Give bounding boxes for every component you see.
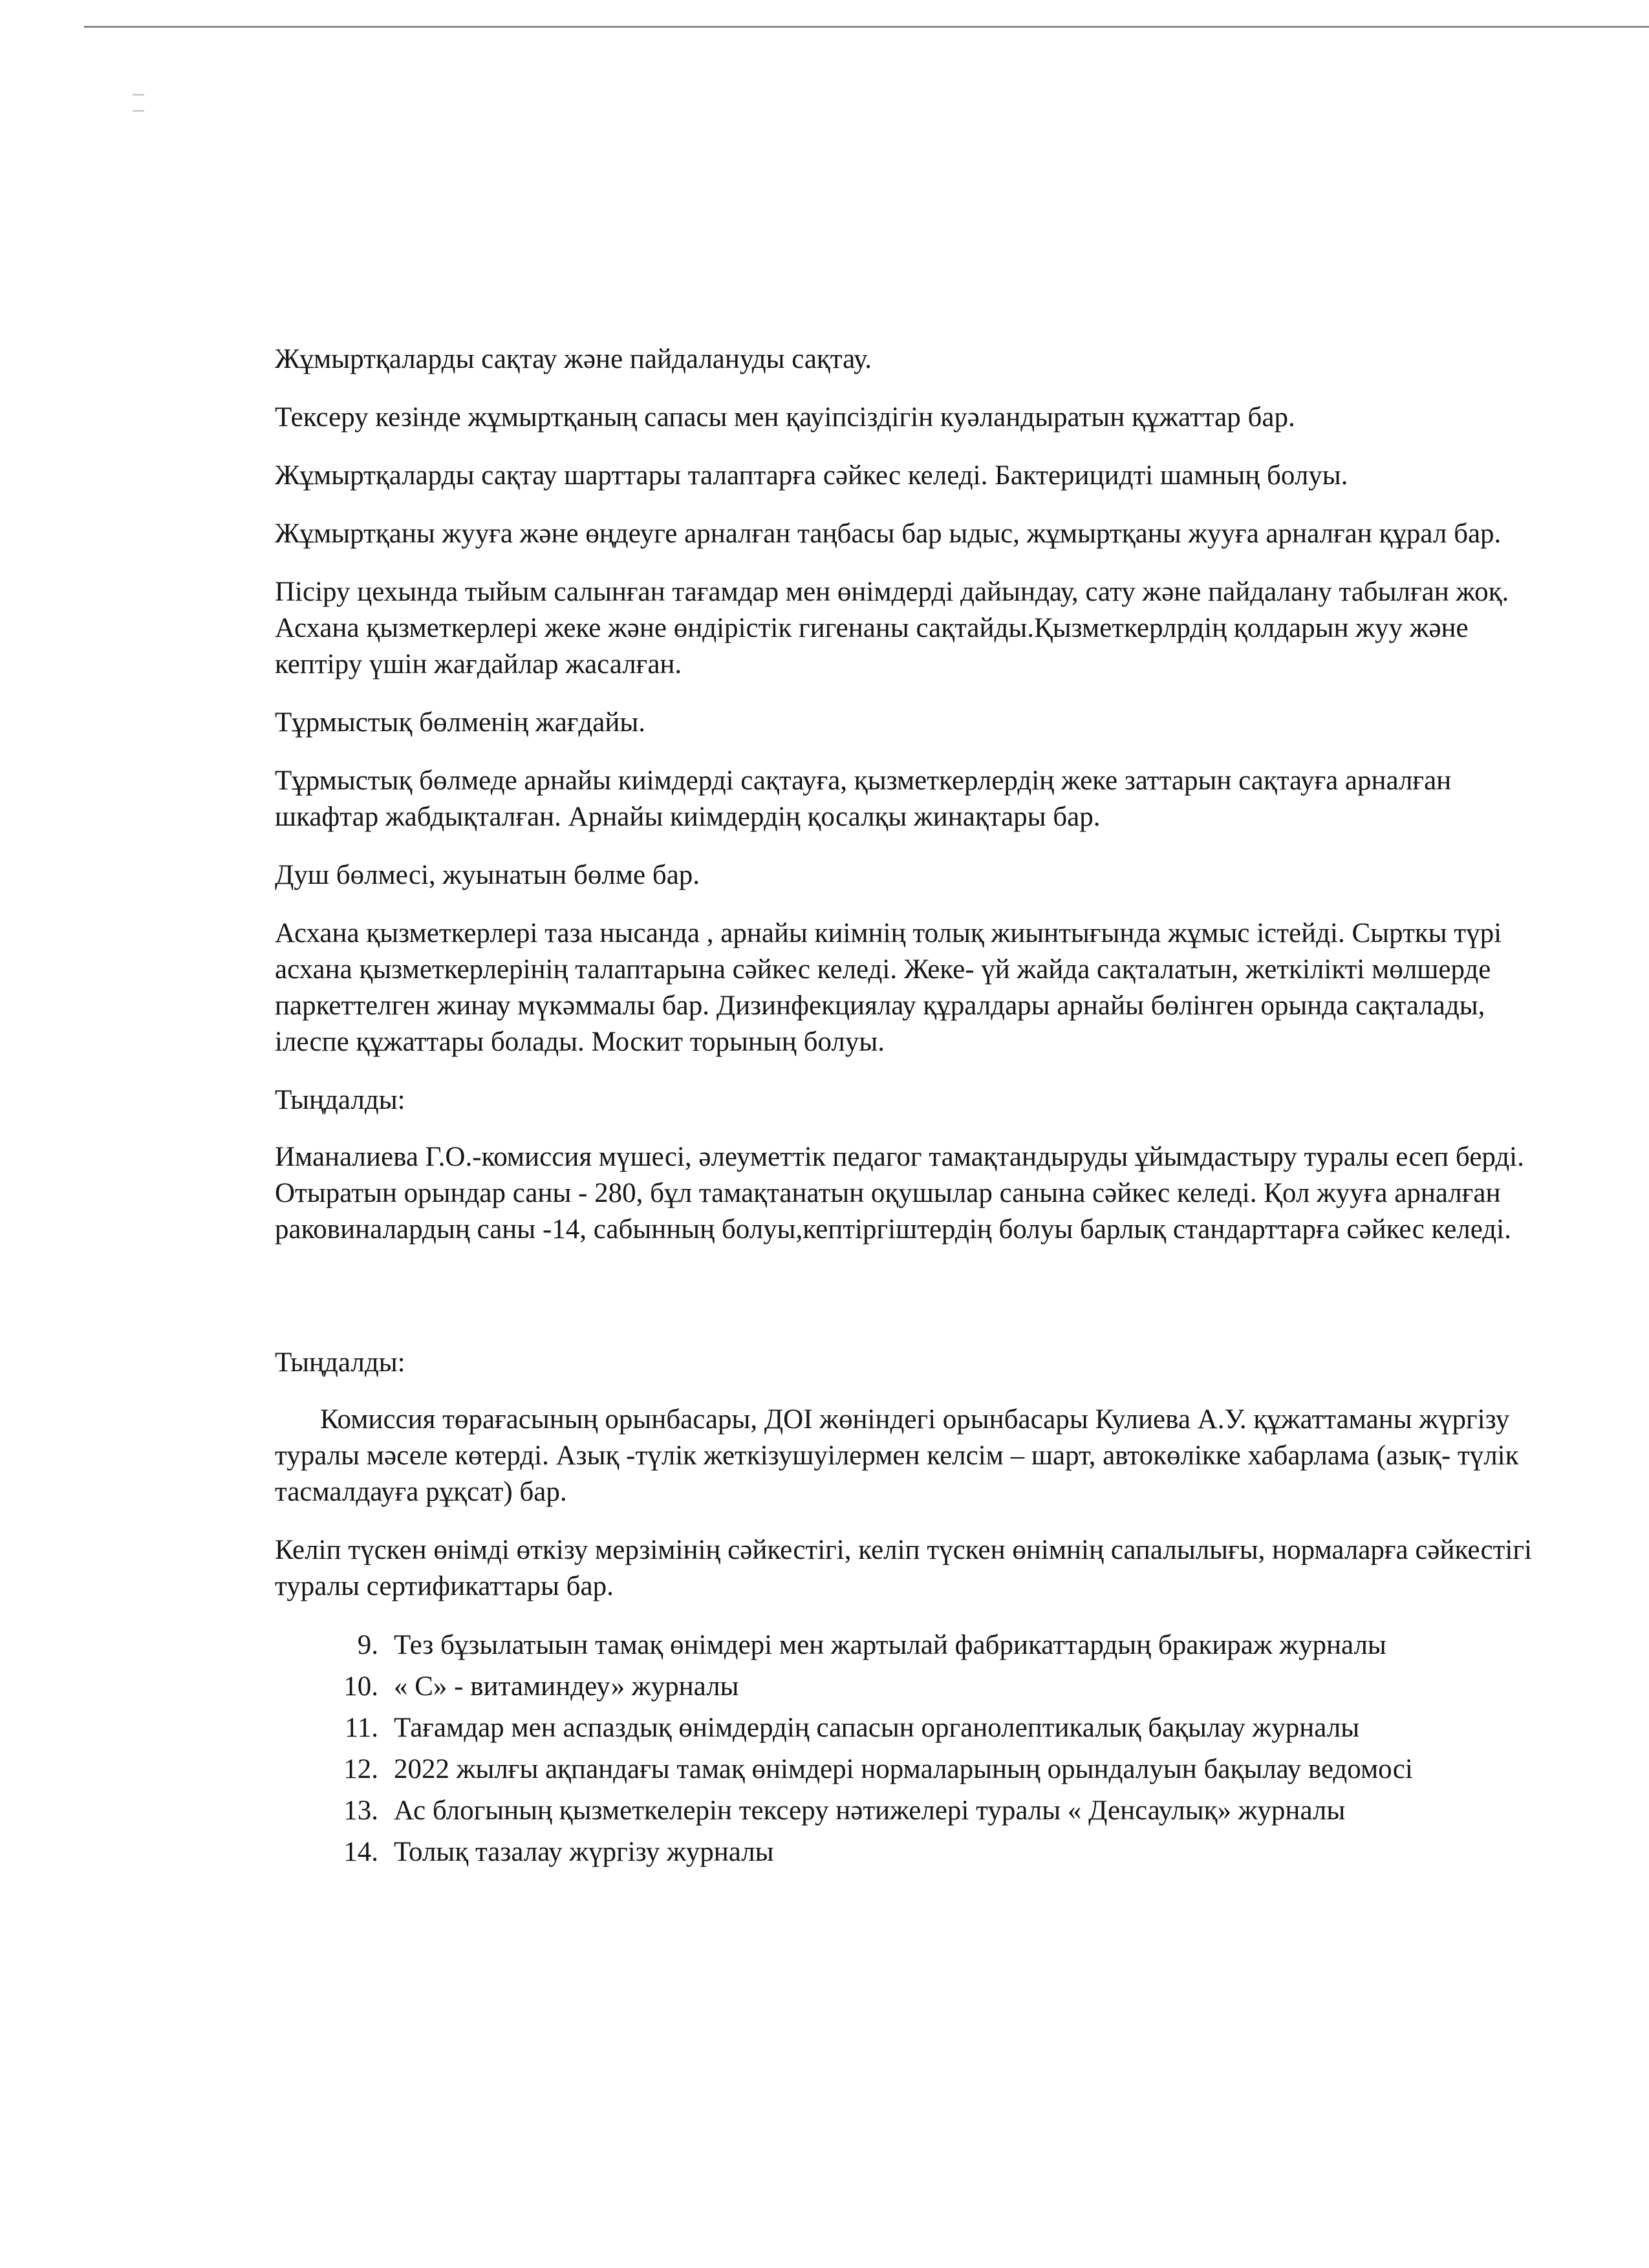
list-item-number: 12. bbox=[343, 1754, 378, 1784]
scan-margin-mark bbox=[133, 94, 144, 96]
heard-label: Тыңдалды: bbox=[275, 1085, 405, 1115]
list-item bbox=[330, 1792, 1558, 1830]
list-item-text: Толық тазалау жүргізу журналы bbox=[394, 1837, 774, 1867]
paragraph-certificates: Келіп түскен өнімді өткізу мерзімінің сәйкестігі, келіп түскен өнімнің сапалылығы, нормаларға сәйкестігі туралы сертификаттары бар. bbox=[275, 1535, 1532, 1601]
paragraph-egg-washing: Жұмыртқаны жууға және өңдеуге арналған таңбасы бар ыдыс, жұмыртқаны жууға арналған құрал бар. bbox=[275, 519, 1502, 549]
paragraph-utility-room-heading: Тұрмыстық бөлменің жағдайы. bbox=[275, 707, 646, 738]
paragraph-utility-room: Тұрмыстық бөлмеде арнайы киімдерді сақтауға, қызметкерлердің жеке заттарын сақтауға арналған шкафтар жабдықталған. Арнайы киімдердің қосалқы жинақтары бар. bbox=[275, 765, 1452, 832]
list-item bbox=[330, 1709, 1558, 1747]
heard-label: Тыңдалды: bbox=[275, 1347, 405, 1378]
document-body bbox=[275, 341, 1558, 1875]
journals-list bbox=[275, 1627, 1558, 1871]
list-item bbox=[330, 1834, 1558, 1871]
list-item-number: 9. bbox=[357, 1630, 378, 1660]
scan-top-rule bbox=[84, 26, 1649, 28]
paragraph-deputy: Комиссия төрағасының орынбасары, ДОІ жөніндегі орынбасары Кулиева А.У. құжаттаманы жүргізу туралы мәселе көтерді. Азық -түлік жеткізушуілермен келсім – шарт, автокөлікке хабарлама (азық- түлік тасмалдауға рұқсат) бар. bbox=[275, 1404, 1519, 1507]
paragraph-egg-storage: Жұмыртқаларды сақтау және пайдалануды сақтау. bbox=[275, 344, 872, 374]
list-item-number: 14. bbox=[343, 1837, 378, 1867]
paragraph-staff-uniform: Асхана қызметкерлері таза нысанда , арнайы киімнің толық жиынтығында жұмыс істейді. Сырткы түрі асхана қызметкерлерінің талаптарына сәйкес келеді. Жеке- үй жайда сақталатын, жеткілікті мөлшерде паркеттелген жинау мүкәммалы бар. Дизинфекциялау құралдары арнайы бөлінген орында сақталады, ілеспе құжаттары болады. Москит торының болуы. bbox=[275, 918, 1502, 1057]
list-item-text: Тағамдар мен аспаздық өнімдердің сапасын органолептикалық бақылау журналы bbox=[394, 1713, 1360, 1743]
paragraph-shower-room: Душ бөлмесі, жуынатын бөлме бар. bbox=[275, 860, 700, 890]
list-item-number: 13. bbox=[343, 1795, 378, 1826]
list-item-number: 10. bbox=[343, 1671, 378, 1702]
paragraph-egg-conditions: Жұмыртқаларды сақтау шарттары талаптарға сәйкес келеді. Бактерицидті шамның болуы. bbox=[275, 460, 1348, 491]
paragraph-cooking-workshop: Пісіру цехында тыйым салынған тағамдар мен өнімдерді дайындау, сату және пайдалану табылған жоқ. Асхана қызметкерлері жеке және өндірістік гигенаны сақтайды.Қызметкерлрдің қолдарын жуу және кептіру үшін жағдайлар жасалған. bbox=[275, 577, 1509, 679]
scan-margin-mark bbox=[133, 110, 144, 112]
list-item-text: Тез бұзылатыын тамақ өнімдері мен жартылай фабрикаттардың бракираж журналы bbox=[394, 1630, 1386, 1660]
list-item-text: Ас блогының қызметкелерін тексеру нәтижелері туралы « Денсаулық» журналы bbox=[394, 1795, 1346, 1826]
list-item bbox=[330, 1751, 1558, 1788]
list-item bbox=[330, 1627, 1558, 1664]
paragraph-report: Иманалиева Г.О.-комиссия мүшесі, әлеуметтік педагог тамақтандыруды ұйымдастыру туралы есеп берді. Отыратын орындар саны - 280, бұл тамақтанатын оқушылар санына сәйкес келеді. Қол жууға арналған раковиналардың саны -14, сабынның болуы,кептіргіштердің болуы барлық стандарттарға сәйкес келеді. bbox=[275, 1142, 1524, 1245]
list-item-text: 2022 жылғы ақпандағы тамақ өнімдері нормаларының орындалуын бақылау ведомосі bbox=[394, 1754, 1413, 1784]
list-item-number: 11. bbox=[344, 1713, 378, 1743]
list-item-text: « С» - витаминдеу» журналы bbox=[394, 1671, 739, 1702]
list-item bbox=[330, 1668, 1558, 1706]
paragraph-egg-documents: Тексеру кезінде жұмыртқаның сапасы мен қауіпсіздігін куәландыратын құжаттар бар. bbox=[275, 402, 1295, 433]
